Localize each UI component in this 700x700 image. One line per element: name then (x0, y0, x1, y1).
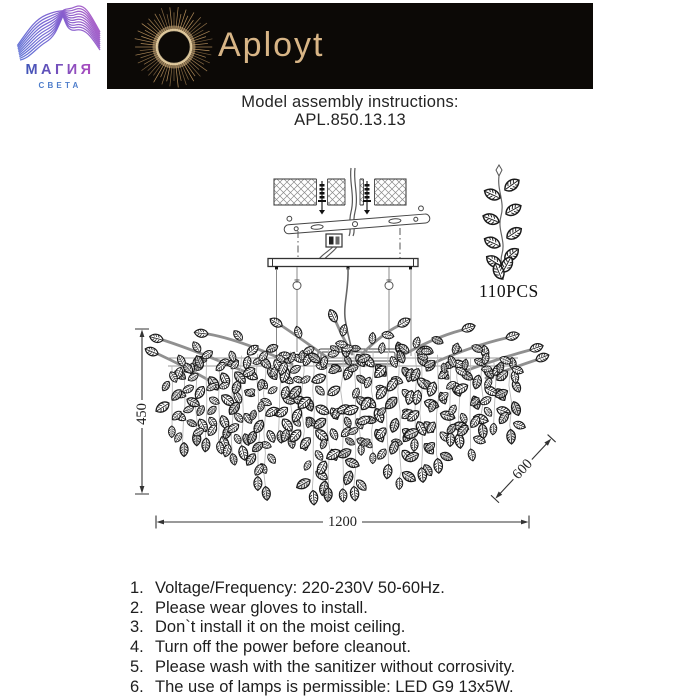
dimension-width (156, 514, 529, 530)
mounting-bracket (283, 205, 430, 234)
item-number: 3. (130, 618, 144, 637)
instruction-item (130, 658, 515, 678)
item-text: The use of lamps is permissible: LED G9 13x5W. (155, 677, 514, 696)
instruction-item (130, 579, 515, 599)
dim-width-label: 1200 (328, 514, 357, 530)
magia-logo-title: МАГИЯ (25, 62, 95, 78)
parts-count-label: 110PCS (479, 281, 539, 301)
alignment-guides (298, 228, 400, 258)
dimension-depth (489, 433, 557, 505)
item-text: Don`t install it on the moist ceiling. (155, 618, 406, 637)
dim-height-label: 450 (134, 403, 150, 425)
item-text: Please wash with the sanitizer without corrosivity. (155, 657, 516, 676)
instruction-item (130, 678, 515, 698)
title-line1: Model assembly instructions: (241, 93, 459, 111)
instruction-list (130, 579, 515, 697)
item-text: Please wear gloves to install. (155, 598, 368, 617)
instruction-item (130, 599, 515, 619)
connector-box (319, 234, 342, 260)
brand-name: Aployt (218, 26, 325, 64)
instruction-item (130, 618, 515, 638)
canopy-bar (268, 259, 418, 270)
item-number: 1. (130, 579, 144, 597)
title-line2: APL.850.13.13 (294, 111, 406, 129)
item-text: Voltage/Frequency: 220-230V 50-60Hz. (155, 579, 445, 597)
magia-logo-subtitle: СВЕТА (38, 81, 82, 90)
item-number: 4. (130, 638, 144, 657)
leaf-cluster (144, 308, 551, 505)
leaf-strand-detail (479, 165, 539, 301)
ceiling-block (274, 178, 406, 206)
dim-depth-label: 600 (509, 455, 536, 483)
instruction-item (130, 638, 515, 658)
item-number: 6. (130, 677, 144, 696)
item-text: Turn off the power before cleanout. (155, 638, 411, 657)
item-number: 2. (130, 598, 144, 617)
item-number: 5. (130, 657, 144, 676)
